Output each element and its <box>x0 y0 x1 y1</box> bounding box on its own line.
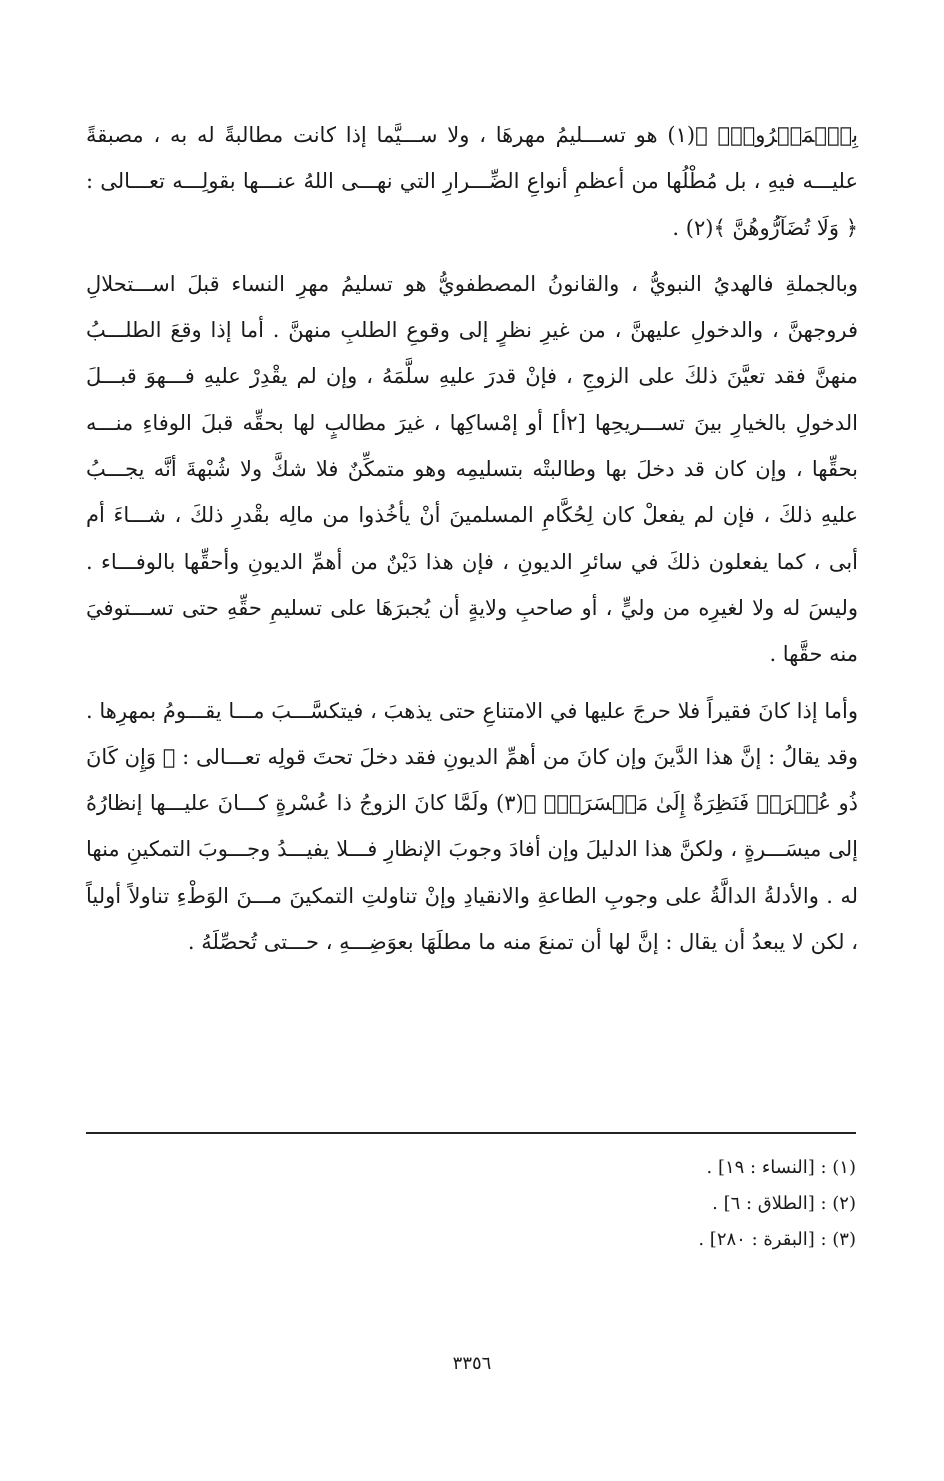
footnote-1: (١) : [النساء : ١٩] . <box>706 1157 856 1178</box>
footnote-2: (٢) : [الطلاق : ٦] . <box>712 1193 856 1214</box>
page-number: ٣٣٥٦ <box>452 1353 492 1374</box>
paragraph-2: وبالجملةِ فالهديُ النبويُّ ، والقانونُ المصطفويُّ هو تسليمُ مهرِ النساء قبلَ اســـتحلالِ فروجهنَّ ، والدخولِ عليهنَّ ، من غيرِ نظرٍ إلى وقوعِ الطلبِ منهنَّ . أما إذا وقعَ الطلـــبُ منهنَّ فقد تعيَّنَ ذلكَ على الزوجِ ، فإنْ قدرَ عليهِ سلَّمَهُ ، وإن لم يقْدِرْ عليهِ فـــهوَ قبـــلَ الدخولِ بالخيارِ بينَ تســـريحِها [٢أ] أو إمْساكِها ، غيرَ مطالبٍ لها بحقِّه قبلَ الوفاءِ منـــه بحقِّها ، وإن كان قد دخلَ بها وطالبتْه بتسليمِه وهو متمكِّنٌ فلا شكَّ ولا شُبْهةَ أنَّه يجـــبُ عليهِ ذلكَ ، فإن لم يفعلْ كان لِحُكَّامِ المسلمينَ أنْ يأخُذوا من مالِه بقْدرِ ذلكَ ، شـــاءَ أم أبى ، كما يفعلون ذلكَ في سائرِ الديونِ ، فإن هذا دَيْنٌ من أهمِّ الديونِ وأحقِّها بالوفـــاء . وليسَ له ولا لغيرِه من وليٍّ ، أو صاحبِ ولايةٍ أن يُجبرَهَا على تسليمِ حقِّهِ حتى تســـتوفيَ منه حقَّها . <box>86 271 858 667</box>
footnote-divider <box>86 1132 856 1134</box>
footnote-3: (٣) : [البقرة : ٢٨٠] . <box>698 1229 856 1250</box>
main-text <box>86 112 858 965</box>
paragraph-1: بِٱلۡمَعۡرُوفِۚ ﴾(١) هو تســـليمُ مهرهَا ، ولا ســـيَّما إذا كانت مطالبةً له به ، مصبقةً عليـــه فيهِ ، بل مُطْلُها من أعظمِ أنواعِ الضِّـــرارِ التي نهـــى اللهُ عنـــها بقولِـــه تعـــالى : ﴿ وَلَا تُضَآرُّوهُنَّ ﴾(٢) . <box>86 123 858 240</box>
footnotes <box>356 1150 856 1258</box>
paragraph-3: وأما إذا كانَ فقيراً فلا حرجَ عليها في الامتناعِ حتى يذهبَ ، فيتكسَّـــبَ مـــا يقـــومُ بمهرِها . وقد يقالُ : إنَّ هذا الدَّينَ وإن كانَ من أهمِّ الديونِ فقد دخلَ تحتَ قولِه تعـــالى : ﴿ وَإِن كَانَ ذُو عُسۡرَةٖ فَنَظِرَةٌ إِلَىٰ مَيۡسَرَةٖۚ ﴾(٣) ولَمَّا كانَ الزوجُ ذا عُسْرةٍ كـــانَ عليـــها إنظارُهُ إلى ميسَـــرةٍ ، ولكنَّ هذا الدليلَ وإن أفادَ وجوبَ الإنظارِ فـــلا يفيـــدُ وجـــوبَ التمكينِ منها له . والأدلةُ الدالَّةُ على وجوبِ الطاعةِ والانقيادِ وإنْ تناولتِ التمكينَ مـــنَ الوَطْءِ تناولاً أولياً ، لكن لا يبعدُ أن يقال : إنَّ لها أن تمنعَ منه ما مطلَهَا بعوَضِـــهِ ، حـــتى تُحصِّلَهُ . <box>86 698 859 955</box>
